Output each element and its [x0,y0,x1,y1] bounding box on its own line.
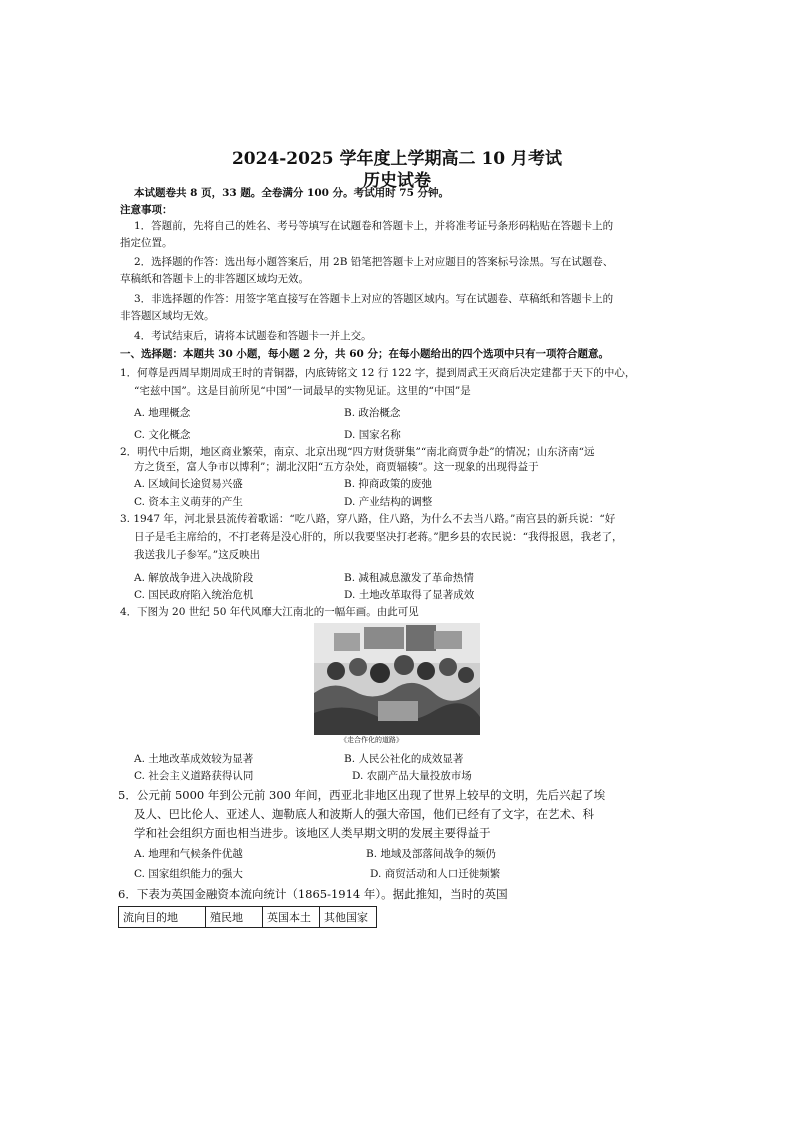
q3-stem-line-1: 3. 1947 年，河北景县流传着歌谣：“吃八路，穿八路，住八路，为什么不去当八路。”南宫县的新兵说：“好 [120,513,616,525]
q2-stem-line-2: 方之货至，富人争市以博利”；湖北汉阳“五方杂处，商贾辐辏”。这一现象的出现得益于 [134,461,539,473]
table-header-cell: 其他国家 [320,907,377,928]
note-1-line-1: 1．答题前，先将自己的姓名、考号等填写在试题卷和答题卡上，并将准考证号条形码粘贴在答题卡上的 [134,220,614,232]
q5-stem-line-2: 及人、巴比伦人、亚述人、迦勒底人和波斯人的强大帝国，他们已经有了文字，在艺术、科 [134,807,594,821]
note-4: 4．考试结束后，请将本试题卷和答题卡一并上交。 [134,330,372,342]
note-3-line-2: 非答题区域均无效。 [120,310,215,322]
q3-stem-line-2: 日子是毛主席给的，不打老蒋是没心肝的，所以我要坚决打老蒋。”肥乡县的农民说：“我得报恩，我老了， [134,531,623,543]
exam-subtitle: 历史试卷 [363,171,431,191]
note-3-line-1: 3．非选择题的作答：用签字笔直接写在答题卡上对应的答题区域内。写在试题卷、草稿纸和答题卡上的 [134,293,614,305]
table-header-row [119,907,377,928]
q1-option-c[interactable]: C. 文化概念 [134,429,191,441]
note-2-line-1: 2．选择题的作答：选出每小题答案后，用 2B 铅笔把答题卡上对应题目的答案标号涂黑。写在试题卷、 [134,256,614,268]
q2-option-a[interactable]: A. 区域间长途贸易兴盛 [134,478,243,490]
section-1-heading: 一、选择题：本题共 30 小题，每小题 2 分，共 60 分；在每小题给出的四个选项中只有一项符合题意。 [120,348,609,360]
exam-info: 本试题卷共 8 页，33 题。全卷满分 100 分。考试用时 75 分钟。 [134,187,450,199]
q1-option-a[interactable]: A. 地理概念 [134,407,191,419]
q2-option-d[interactable]: D. 产业结构的调整 [344,496,433,508]
new-year-painting-image [314,623,480,735]
q5-stem-line-3: 学和社会组织方面也相当进步。该地区人类早期文明的发展主要得益于 [134,826,491,840]
q5-option-d[interactable]: D. 商贸活动和人口迁徙频繁 [370,868,501,880]
q3-option-b[interactable]: B. 减租减息激发了革命热情 [344,572,474,584]
exam-title: 2024-2025 学年度上学期高二 10 月考试 [231,149,563,169]
q1-stem-line-2: “宅兹中国”。这是目前所见“中国”一词最早的实物见证。这里的“中国”是 [134,385,471,397]
table-header-cell: 殖民地 [206,907,263,928]
q3-stem-line-3: 我送我儿子参军。”这反映出 [134,549,261,561]
capital-flow-table [118,906,377,928]
q3-option-a[interactable]: A. 解放战争进入决战阶段 [134,572,254,584]
q3-option-d[interactable]: D. 土地改革取得了显著成效 [344,589,475,601]
note-1-line-2: 指定位置。 [120,237,173,249]
q5-option-a[interactable]: A. 地理和气候条件优越 [134,848,243,860]
q2-stem-line-1: 2．明代中后期，地区商业繁荣，南京、北京出现“四方财货骈集”“南北商贾争赴”的情况；山东济南“远 [120,446,595,458]
q1-option-d[interactable]: D. 国家名称 [344,429,401,441]
crowd-illustration-icon [314,623,480,735]
table-header-cell: 流向目的地 [119,907,206,928]
table-header-cell: 英国本土 [263,907,320,928]
q1-stem-line-1: 1．何尊是西周早期周成王时的青铜器，内底铸铭文 12 行 122 字，提到周武王灭商后决定建都于天下的中心， [120,367,636,379]
q6-stem: 6．下表为英国金融资本流向统计（1865-1914 年）。据此推知，当时的英国 [118,887,508,901]
q3-option-c[interactable]: C. 国民政府陷入统治危机 [134,589,254,601]
q4-option-b[interactable]: B. 人民公社化的成效显著 [344,753,464,765]
image-caption: 《走合作化的道路》 [340,736,403,744]
q5-stem-line-1: 5．公元前 5000 年到公元前 300 年间，西亚北非地区出现了世界上较早的文明，先后兴起了埃 [118,788,606,802]
q5-option-b[interactable]: B. 地域及部落间战争的频仍 [366,848,496,860]
q2-option-c[interactable]: C. 资本主义萌芽的产生 [134,496,243,508]
q4-option-d[interactable]: D. 农副产品大量投放市场 [352,770,472,782]
note-2-line-2: 草稿纸和答题卡上的非答题区域均无效。 [120,273,309,285]
q1-option-b[interactable]: B. 政治概念 [344,407,401,419]
q5-option-c[interactable]: C. 国家组织能力的强大 [134,868,243,880]
q4-option-c[interactable]: C. 社会主义道路获得认同 [134,770,254,782]
q4-stem: 4．下图为 20 世纪 50 年代风靡大江南北的一幅年画。由此可见 [120,606,419,618]
q4-option-a[interactable]: A. 土地改革成效较为显著 [134,753,254,765]
q2-option-b[interactable]: B. 抑商政策的废弛 [344,478,432,490]
notes-heading: 注意事项： [120,204,173,216]
